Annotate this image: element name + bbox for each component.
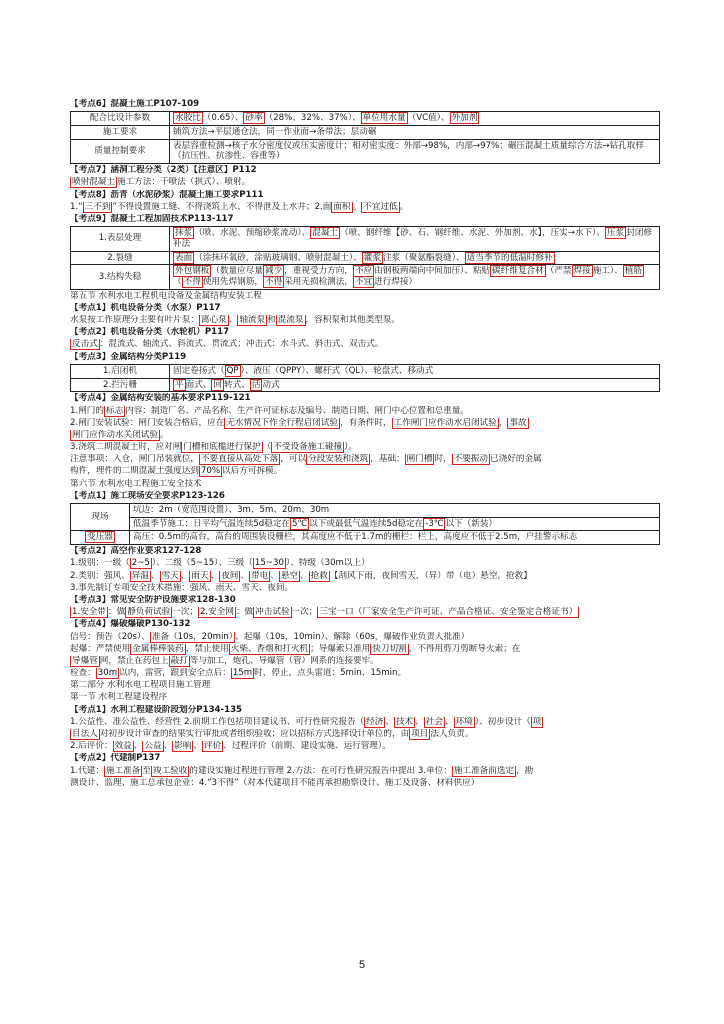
- row-header: 施工要求: [71, 125, 170, 139]
- text-run: 【考点8】沥青（水泥砂浆）混凝土施工要求P111: [70, 189, 264, 200]
- table-row: [71, 227, 660, 251]
- highlighted-term: 表面: [175, 252, 193, 263]
- section-heading: [70, 619, 660, 631]
- text-run: 、: [270, 570, 279, 581]
- section-heading: [70, 705, 660, 717]
- highlighted-term: 混流泵: [277, 315, 304, 326]
- text-run: 、: [385, 716, 394, 727]
- section-heading: [70, 491, 660, 503]
- text-run: 封闭修补法: [173, 228, 653, 249]
- text-run: 【考点2】机电设备分类（水轮机）P117: [70, 327, 230, 338]
- section-heading: [70, 327, 660, 339]
- text-run: 、: [150, 570, 160, 581]
- text-run: 【考点2】代建制P137: [70, 753, 161, 764]
- highlighted-term: 三宝一口（厂家安全生产许可证、产品合格证、安全鉴定合格证书）: [319, 607, 578, 618]
- text-run: 、: [133, 741, 143, 752]
- highlighted-term: 雨天: [191, 570, 209, 581]
- row-content: [170, 265, 660, 289]
- text-line: [70, 644, 660, 656]
- text-run: 一次；: [291, 607, 318, 618]
- highlighted-term: 评价: [204, 741, 222, 752]
- text-run: 、起爆（10s，10min）、解除（60s，爆破作业负责人批准）: [235, 631, 470, 642]
- text-line: [70, 571, 660, 583]
- table-row: [71, 125, 660, 139]
- text-run: 【考点3】常见安全防护设施要求128-130: [70, 594, 236, 605]
- highlighted-term: 竣工验收: [152, 765, 188, 776]
- text-run: 【考点9】混凝土工程加固技术P113-117: [70, 213, 234, 224]
- text-run: 1.代建：: [70, 765, 104, 776]
- text-run: ，基础：: [370, 454, 405, 465]
- highlighted-term: 导爆管: [72, 655, 98, 666]
- table-row: [71, 531, 660, 545]
- text-run: 、: [180, 570, 190, 581]
- text-run: （: [262, 442, 272, 453]
- text-run: 以内，雷管，跟到安全点后：: [119, 668, 231, 679]
- info-table: [70, 364, 660, 392]
- text-run: 已浇好的金属: [490, 454, 542, 465]
- highlighted-term: 施工准备前选定: [453, 765, 515, 776]
- highlighted-term: 社会: [425, 716, 443, 727]
- text-run: （严禁: [545, 266, 572, 277]
- row-header: 2.拦污栅: [71, 378, 170, 392]
- text-run: 对初步设计审查的结果实行审批或者组织验收；应以招标方式选择设计单位的，由: [99, 729, 410, 740]
- highlighted-term: 活: [251, 379, 261, 390]
- highlighted-term: 不应: [354, 266, 373, 277]
- text-run: 【刮风下雨，夜间雪天，（异）带（电）悬空，抢救】: [329, 570, 532, 581]
- text-run: 低温季节施工：日平均气温连续5d稳定在: [133, 518, 291, 529]
- highlighted-term: 影响: [174, 741, 192, 752]
- row-content: [170, 112, 660, 126]
- text-line: [70, 202, 660, 214]
- row-content: [130, 504, 660, 518]
- text-run: 、: [193, 741, 203, 752]
- highlighted-term: 适当季节的低温时修补: [466, 252, 553, 263]
- text-line: [70, 766, 660, 778]
- row-header: 变压器: [71, 531, 130, 545]
- text-run: 、: [240, 570, 250, 581]
- section-heading: [70, 99, 660, 111]
- text-line: [70, 466, 660, 478]
- highlighted-term: 标志: [105, 405, 124, 416]
- table-row: [71, 504, 660, 518]
- text-line: [70, 291, 660, 303]
- text-run: 起爆：严禁使用: [70, 643, 131, 654]
- highlighted-term: 2.安全网: [199, 607, 234, 618]
- text-run: 高压：0.5m的高台，高台的周围装设栅栏，其高度应不低于1.7m的栅栏：栏上，高度应不低于2.5m，户挂警示标志: [133, 532, 578, 543]
- highlighted-term: 外加剂: [451, 113, 478, 124]
- text-run: 使用先焊钢筋，: [202, 277, 263, 287]
- highlighted-term: 技术: [395, 716, 414, 727]
- text-line: [70, 339, 660, 351]
- highlighted-term: 70%: [200, 466, 221, 477]
- text-run: 施工）、: [592, 266, 623, 277]
- section-heading: [70, 303, 660, 315]
- section-heading: [70, 352, 660, 364]
- text-run: （喷、钢纤维【砂、石、钢纤维、水泥、外加剂、水】，压实→水下）、: [340, 228, 606, 239]
- text-run: 、: [444, 716, 454, 727]
- text-line: [70, 680, 660, 692]
- text-line: [70, 430, 660, 442]
- text-run: 2.类别：强风、: [70, 570, 130, 581]
- row-header: 配合比设计参数: [71, 112, 170, 126]
- highlighted-term: 经济: [366, 716, 384, 727]
- section-heading: [70, 546, 660, 558]
- highlighted-term: 2~5: [131, 558, 150, 569]
- highlighted-term: 公益: [144, 741, 162, 752]
- highlighted-term: 夜间: [221, 570, 239, 581]
- text-run: 1.闸门的: [70, 405, 104, 416]
- highlighted-term: 悬空: [280, 570, 299, 581]
- text-run: 1.公益性、准公益性、经营性 2.前期工作包括项目建议书、可行性研究报告（: [70, 716, 365, 727]
- highlighted-term: 三不到: [84, 201, 111, 212]
- highlighted-term: 混凝土: [312, 228, 339, 239]
- text-line: [70, 406, 660, 418]
- section-heading: [70, 190, 660, 202]
- text-run: ）、特级（30m以上）: [285, 558, 370, 569]
- highlighted-term: 面积: [333, 201, 351, 212]
- highlighted-term: 减少: [264, 266, 283, 277]
- row-content: [170, 378, 660, 392]
- text-run: 进行焊接）: [374, 277, 418, 287]
- text-run: 3.事先制订专项安全技术措施：强风、雨天、雪天、夜间。: [70, 582, 294, 593]
- text-run: 以下（新装）: [445, 518, 498, 529]
- row-header: 2.裂缝: [71, 251, 170, 265]
- text-run: 和: [267, 315, 276, 326]
- highlighted-term: -3℃: [425, 518, 444, 529]
- text-run: 检查：: [70, 668, 96, 679]
- row-header: 质量控制要求: [71, 139, 170, 163]
- text-run: 、: [415, 716, 424, 727]
- text-run: ，有条件时，: [340, 417, 392, 428]
- text-run: 【考点1】机电设备分类（水泵）P117: [70, 302, 221, 313]
- text-run: 【考点3】金属结构分类P119: [70, 351, 187, 362]
- text-line: [70, 583, 660, 595]
- text-run: （: [173, 277, 182, 287]
- table-row: [71, 364, 660, 378]
- text-run: 注浆（聚氨酯裂缝）、: [382, 252, 465, 263]
- table-row: [71, 112, 660, 126]
- text-run: 、过程评价（前期、建设实施、运行管理）。: [223, 741, 391, 752]
- text-run: ）、二级（5~15）、三级（: [151, 558, 253, 569]
- highlighted-term: 带电: [251, 570, 269, 581]
- highlighted-term: 金属棒棒装药: [132, 643, 184, 654]
- highlighted-term: 项: [532, 716, 542, 727]
- row-content: [170, 139, 660, 163]
- text-run: 【考点2】高空作业要求127-128: [70, 546, 202, 557]
- highlighted-term: 工作闸门应作动水启闭试验: [393, 417, 497, 428]
- highlighted-term: QP: [226, 365, 239, 376]
- highlighted-term: 火柴、香烟和打火机: [230, 643, 309, 654]
- text-run: 。: [352, 201, 362, 212]
- highlighted-term: 静负荷试验: [127, 607, 171, 618]
- row-content: [170, 227, 660, 251]
- highlighted-term: 准备（10s，20min）: [151, 631, 234, 642]
- section-heading: [70, 753, 660, 765]
- text-run: 、: [228, 315, 238, 326]
- table-row: [71, 265, 660, 289]
- text-run: ，可以: [280, 454, 307, 465]
- highlighted-term: 不得: [264, 277, 283, 287]
- highlighted-term: 不要直接从高处下落: [200, 454, 279, 465]
- text-run: ）。: [344, 442, 357, 453]
- highlighted-term: 轴流泵: [239, 315, 266, 326]
- highlighted-term: 冲击试验: [255, 607, 290, 618]
- highlighted-term: 分段安装和浇筑: [308, 454, 369, 465]
- highlighted-term: 异温: [131, 570, 149, 581]
- text-run: 【考点1】施工现场安全要求P123-126: [70, 490, 225, 501]
- highlighted-term: 压浆: [607, 228, 625, 239]
- text-run: 、: [163, 741, 173, 752]
- text-run: ，不得用剪刀剪断导火索；在: [408, 643, 521, 654]
- text-run: ，重视受力方向，: [284, 266, 353, 277]
- text-run: ，: [498, 417, 508, 428]
- text-run: 铺筑方法→平层通仓法，同一作业面→条带法；层动碾: [173, 126, 377, 137]
- table-row: [71, 139, 660, 163]
- highlighted-term: 雪天: [161, 570, 179, 581]
- highlighted-term: 敲打: [170, 655, 188, 666]
- text-run: 由钢板两端向中间加压）、粘贴: [374, 266, 491, 277]
- text-run: 构件，埋件的二期混凝土强度达到: [70, 466, 199, 477]
- text-run: 【考点4】爆破爆破P130-132: [70, 619, 191, 630]
- text-line: [70, 315, 660, 327]
- text-run: 时，停止，点头雷道：5min、15min。: [254, 668, 407, 679]
- text-run: 动式: [262, 379, 280, 390]
- highlighted-term: 30m: [97, 668, 118, 679]
- text-line: [70, 656, 660, 668]
- text-run: 。: [159, 429, 169, 440]
- text-run: 转式、: [224, 379, 250, 390]
- text-run: 水泵按工作原理分主要有叶片泵：: [70, 315, 199, 326]
- text-run: （数量应尽量: [211, 266, 263, 277]
- text-run: 1.级别：一级（: [70, 558, 130, 569]
- highlighted-term: 喷射混凝土: [72, 177, 115, 188]
- text-run: 以下或最低气温连续5d稳定在: [309, 518, 424, 529]
- text-run: ”不得设置施工缝、不得浇筑上水、不得泄及上水井；2.面: [112, 201, 332, 212]
- highlighted-term: 目法人: [72, 729, 98, 740]
- text-run: 第二部分 水利水电工程项目施工管理: [70, 680, 211, 691]
- text-line: [70, 668, 660, 680]
- info-table: [70, 503, 660, 545]
- row-header: 1.表层处理: [71, 227, 170, 251]
- text-line: [70, 692, 660, 704]
- row-content: [130, 517, 660, 531]
- highlighted-term: 效益: [114, 741, 132, 752]
- text-run: 、: [210, 570, 220, 581]
- text-line: [70, 479, 660, 491]
- text-run: （28%、32%、37%）、: [264, 113, 361, 124]
- text-run: 2.闸门安装试验：闸门安装合格后，应在: [70, 417, 225, 428]
- text-line: [70, 729, 660, 741]
- text-run: 信号：预告（20s）、: [70, 631, 150, 642]
- highlighted-term: 抢救: [310, 570, 328, 581]
- highlighted-term: 焊接: [573, 266, 591, 277]
- highlighted-term: 门槽和底槛进行保护: [183, 442, 261, 453]
- text-run: 【考点7】涵洞工程分类（2类）【注意区】P112: [70, 165, 257, 176]
- highlighted-term: 砂率: [245, 113, 263, 124]
- row-content: [170, 364, 660, 378]
- highlighted-term: 单位用水量: [362, 113, 406, 124]
- text-line: [70, 778, 660, 790]
- highlighted-term: 不得: [183, 277, 201, 287]
- section-heading: [70, 595, 660, 607]
- highlighted-term: 不受设备施工碰撞: [273, 442, 343, 453]
- section-heading: [70, 214, 660, 226]
- text-run: ）、液压（QPPY）、螺杆式（QL）、轮盘式、移动式: [240, 365, 434, 376]
- text-run: 注意事项：入仓，闸门吊装就位，: [70, 454, 199, 465]
- highlighted-term: 施工准备: [105, 765, 141, 776]
- text-line: [70, 558, 660, 570]
- text-run: ：2m（宽范围设置）、3m、5m、20m、30m: [150, 505, 330, 516]
- page-number: 5: [358, 959, 366, 971]
- row-header: 1.启闭机: [71, 364, 170, 378]
- text-line: [70, 177, 660, 189]
- text-line: [70, 632, 660, 644]
- highlighted-term: 平: [175, 379, 184, 390]
- text-line: [70, 418, 660, 430]
- text-run: 施工方法：干喷法（拱式）、喷射。: [116, 177, 251, 188]
- text-run: 第五节 水利水电工程机电设备及金属结构安装工程: [70, 290, 262, 301]
- text-line: [70, 741, 660, 753]
- highlighted-term: 15~30: [254, 558, 284, 569]
- text-run: 【考点1】水利工程建设阶段划分P134-135: [70, 704, 243, 715]
- text-line: [70, 607, 660, 619]
- text-run: 2.后评价：: [70, 741, 113, 752]
- text-run: 法人负责。: [430, 729, 474, 740]
- highlighted-term: 回: [213, 379, 223, 390]
- text-run: （喷、水泥、预缩砂浆流动）、: [194, 228, 311, 239]
- text-run: 第一节 水利工程建设程序: [70, 692, 168, 703]
- text-run: 【考点6】混凝土施工P107-109: [70, 99, 200, 109]
- text-run: 测设计、监理、施工总承包企业：4.“3不得”（对本代建项目不能再承担勘察设计、施工及设备、材料供应）: [70, 777, 480, 788]
- section-heading: [70, 165, 660, 177]
- text-run: 时，: [434, 454, 452, 465]
- highlighted-term: 项目: [411, 729, 429, 740]
- text-run: （VC值）、: [407, 113, 450, 124]
- row-content: [130, 531, 660, 545]
- text-run: 至: [142, 765, 151, 776]
- highlighted-term: 水胶比: [175, 113, 201, 124]
- highlighted-term: 无水情况下作全行程启闭试验: [226, 417, 339, 428]
- text-run: 1.“: [70, 201, 83, 212]
- section-heading: [70, 393, 660, 405]
- text-run: 【考点4】金属结构安装的基本要求P119-121: [70, 393, 251, 404]
- highlighted-term: 快刀切割: [372, 643, 407, 654]
- row-content: [170, 251, 660, 265]
- text-run: ：做: [235, 607, 254, 618]
- info-table: [70, 111, 660, 164]
- highlighted-term: 不要振动: [453, 454, 489, 465]
- text-run: 。: [399, 201, 409, 212]
- row-header: 现场: [71, 504, 130, 531]
- text-run: 表层容重检测→核子水分密度仪或压实密度计；相对密实度：外部→98%，内部→97%；碾压混凝土质量综合方法→钻孔取样（抗压性、抗渗性、容重等）: [173, 140, 644, 162]
- info-table: [70, 226, 660, 290]
- page-content: [70, 99, 660, 790]
- text-line: [70, 717, 660, 729]
- highlighted-term: 闸门槽: [406, 454, 433, 465]
- text-run: 坑边: [133, 505, 151, 516]
- text-run: 面式、: [185, 379, 212, 390]
- text-run: ：混流式、轴流式、斜流式、贯流式；冲击式：水斗式、斜击式、双击式。: [99, 339, 384, 350]
- text-run: ，勘: [516, 765, 534, 776]
- highlighted-term: 不宜过低: [363, 201, 398, 212]
- text-line: [70, 454, 660, 466]
- text-run: 采用无损检测法，: [284, 277, 353, 287]
- highlighted-term: 外包钢板: [175, 266, 210, 277]
- text-run: ，禁止使用: [185, 643, 229, 654]
- text-run: 等与加工，炮孔、导爆管（管）网系的连接要牢。: [189, 655, 379, 666]
- text-run: 以后方可拆模。: [222, 466, 283, 477]
- highlighted-term: 环境: [455, 716, 473, 727]
- highlighted-term: 事故: [509, 417, 527, 428]
- highlighted-term: 15m: [232, 668, 253, 679]
- table-row: [71, 378, 660, 392]
- text-run: 、: [300, 570, 309, 581]
- highlighted-term: 抹浆: [175, 228, 193, 239]
- text-run: 第六节 水利水电工程施工安全技术: [70, 478, 202, 489]
- row-content: [170, 125, 660, 139]
- text-run: ：做: [107, 607, 126, 618]
- highlighted-term: 灌浆: [363, 252, 381, 263]
- text-run: （0.65）、: [202, 113, 244, 124]
- highlighted-term: 离心泵: [200, 315, 227, 326]
- text-run: （涂抹环氧砂，涂贴玻璃钢、喷射混凝土）、: [194, 252, 362, 263]
- text-run: 内容：制造厂名、产品名称、生产许可证标志及编号、制造日期、闸门中心位置和总重量。: [125, 405, 469, 416]
- highlighted-term: 反击式: [72, 339, 98, 350]
- highlighted-term: 不宜: [354, 277, 373, 287]
- highlighted-term: 闸门应作动水关闭试验: [72, 429, 158, 440]
- text-run: ）、初步设计（: [474, 716, 531, 727]
- table-row: [71, 517, 660, 531]
- text-run: ，容积泵和其他类型泵。: [305, 315, 401, 326]
- table-row: [71, 251, 660, 265]
- text-run: 的建设实施过程进行管理 2.方法：在可行性研究报告中提出 3.单位：: [189, 765, 452, 776]
- text-run: 固定卷扬式（: [173, 365, 225, 376]
- text-run: 一次；: [172, 607, 198, 618]
- text-line: [70, 442, 660, 454]
- text-run: 网，禁止在药包上: [99, 655, 169, 666]
- text-run: ；导爆索只准用: [310, 643, 371, 654]
- highlighted-term: 5℃: [292, 518, 308, 529]
- highlighted-term: 碳纤维复合材: [492, 266, 544, 277]
- highlighted-term: 植筋: [624, 266, 643, 277]
- text-run: 3.浇筑二期混凝土时，应对闸: [70, 442, 182, 453]
- highlighted-term: 1.安全带: [72, 607, 106, 618]
- row-header: 3.结构失稳: [71, 265, 170, 289]
